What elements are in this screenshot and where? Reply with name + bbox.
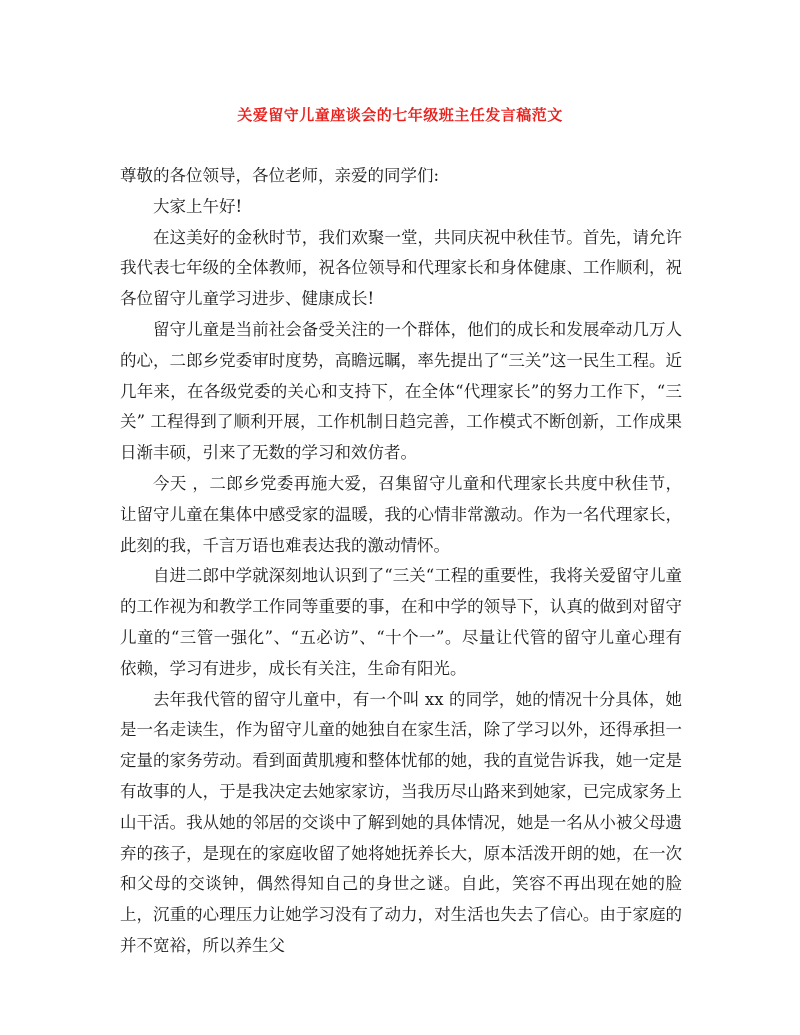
paragraph-opening: 在这美好的金秋时节，我们欢聚一堂，共同庆祝中秋佳节。首先，请允许我代表七年级的全体教师，祝各位领导和代理家长和身体健康、工作顺利，祝各位留守儿童学习进步、健康成长! [120, 227, 682, 309]
document-body [120, 161, 682, 962]
paragraph-today: 今天 ，二郎乡党委再施大爱，召集留守儿童和代理家长共度中秋佳节，让留守儿童在集体中感受家的温暖，我的心情非常激动。作为一名代理家长，此刻的我，千言万语也难表达我的激动情怀。 [120, 473, 682, 555]
paragraph-work: 自进二郎中学就深刻地认识到了“三关“工程的重要性，我将关爱留守儿童的工作视为和教学工作同等重要的事，在和中学的领导下，认真的做到对留守儿童的“三管一强化”、“五必访”、“十个一”。尽量让代管的留守儿童心理有依赖，学习有进步，成长有关注，生命有阳光。 [120, 566, 682, 678]
paragraph-story: 去年我代管的留守儿童中，有一个叫 xx 的同学，她的情况十分具体，她是一名走读生，作为留守儿童的她独自在家生活，除了学习以外，还得承担一定量的家务劳动。看到面黄肌瘦和整体忧郁的她，我的直觉告诉我，她一定是有故事的人，于是我决定去她家家访，当我历尽山路来到她家，已完成家务上山干活。我从她的邻居的交谈中了解到她的具体情况，她是一名从小被父母遗弃的孩子，是现在的家庭收留了她将她抚养长大，原本活泼开朗的她，在一次和父母的交谈钟，偶然得知自己的身世之谜。自此，笑容不再出现在她的脸上，沉重的心理压力让她学习没有了动力，对生活也失去了信心。由于家庭的并不宽裕，所以养生父 [120, 689, 682, 955]
salutation: 尊敬的各位领导，各位老师，亲爱的同学们: [120, 166, 440, 185]
document-title: 关爱留守儿童座谈会的七年级班主任发言稿范文 [237, 106, 563, 124]
paragraph-greeting: 大家上午好! [153, 196, 243, 216]
paragraph-background: 留守儿童是当前社会备受关注的一个群体，他们的成长和发展牵动几万人的心，二郎乡党委审时度势，高瞻远瞩，率先提出了“三关”这一民生工程。近几年来，在各级党委的关心和支持下，在全体“代理家长”的努力工作下，“三关” 工程得到了顺利开展，工作机制日趋完善，工作模式不断创新，工作成果日渐丰硕，引来了无数的学习和效仿者。 [120, 319, 682, 463]
